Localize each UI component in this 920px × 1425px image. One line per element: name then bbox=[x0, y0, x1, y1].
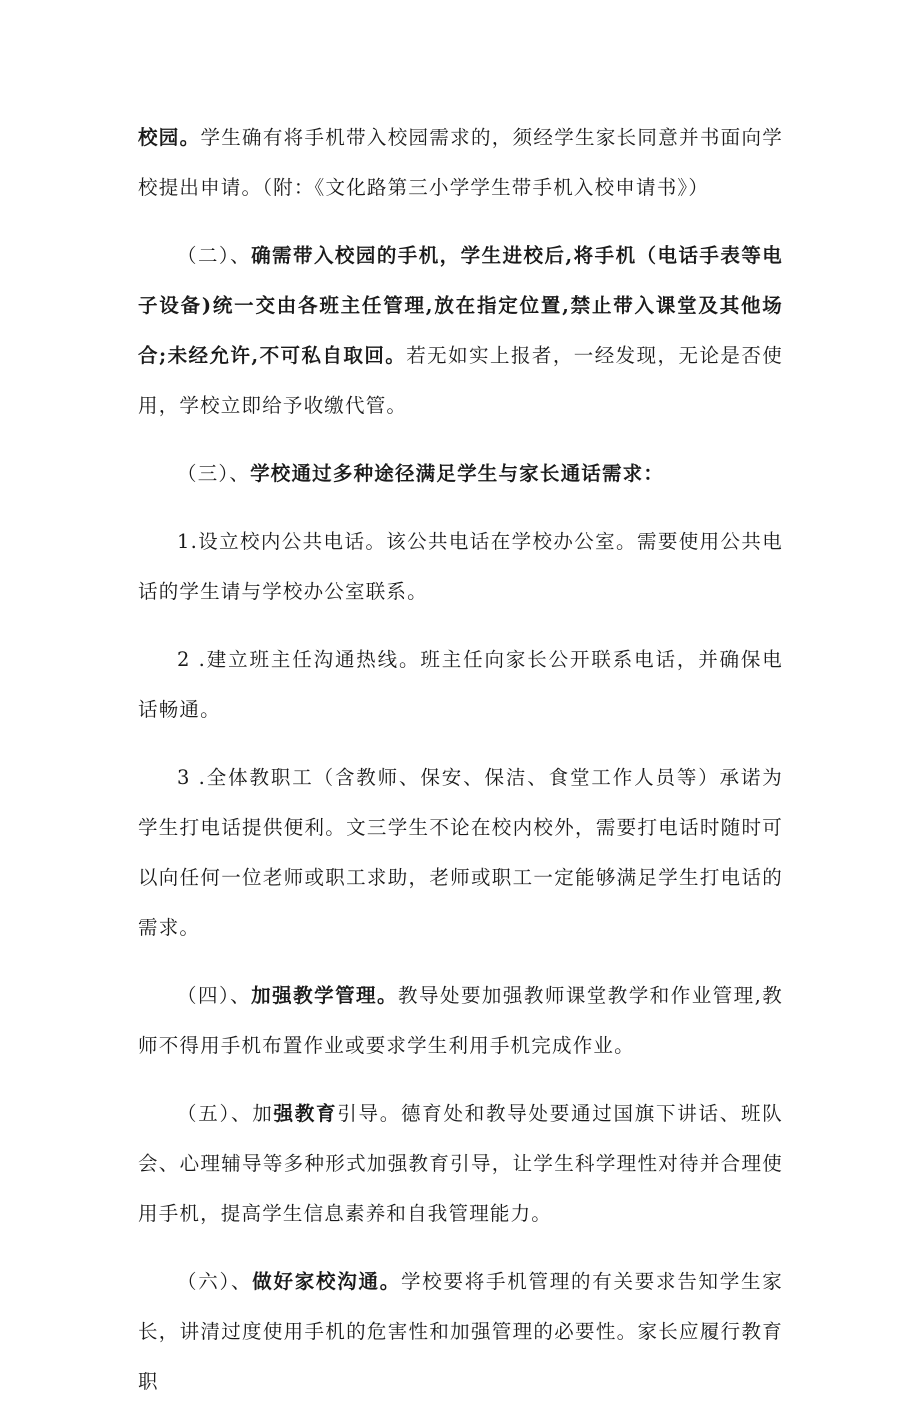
paragraph-7 bbox=[138, 971, 783, 1071]
paragraph-9-text: 学校要将手机管理的有关要求告知学生家长，讲清过度使用手机的危害性和加强管理的必要性。家长应履行教育职 bbox=[138, 1270, 783, 1393]
paragraph-3 bbox=[138, 449, 783, 499]
paragraph-6 bbox=[138, 753, 783, 953]
paragraph-1-text: 学生确有将手机带入校园需求的，须经学生家长同意并书面向学校提出申请。（附：《文化路第三小学学生带手机入校申请书》） bbox=[138, 126, 783, 199]
paragraph-7-prefix: （四）、 bbox=[177, 984, 252, 1007]
paragraph-9-bold: 做好家校沟通。 bbox=[252, 1270, 402, 1293]
paragraph-5-text: 2 .建立班主任沟通热线。班主任向家长公开联系电话，并确保电话畅通。 bbox=[138, 648, 783, 721]
paragraph-6-text: 3 .全体教职工（含教师、保安、保洁、食堂工作人员等）承诺为学生打电话提供便利。文三学生不论在校内校外，需要打电话时随时可以向任何一位老师或职工求助，老师或职工一定能够满足学生打电话的需求。 bbox=[138, 766, 783, 939]
paragraph-2-prefix: （二）、 bbox=[177, 244, 252, 267]
paragraph-9-prefix: （六）、 bbox=[177, 1270, 253, 1293]
paragraph-7-text: 教导处要加强教师课堂教学和作业管理,教师不得用手机布置作业或要求学生利用手机完成作业。 bbox=[138, 984, 783, 1057]
paragraph-8-bold: 强教育 bbox=[273, 1102, 338, 1125]
paragraph-3-prefix: （三）、 bbox=[177, 462, 251, 485]
paragraph-4 bbox=[138, 517, 783, 617]
paragraph-7-bold: 加强教学管理。 bbox=[251, 984, 399, 1007]
paragraph-8-text: 引导。德育处和教导处要通过国旗下讲话、班队会、心理辅导等多种形式加强教育引导，让学生科学理性对待并合理使用手机，提高学生信息素养和自我管理能力。 bbox=[138, 1102, 783, 1225]
paragraph-8-prefix: （五）、加 bbox=[177, 1102, 274, 1125]
paragraph-5 bbox=[138, 635, 783, 735]
paragraph-8 bbox=[138, 1089, 783, 1239]
paragraph-9 bbox=[138, 1257, 783, 1407]
paragraph-1-bold: 校园。 bbox=[138, 126, 201, 149]
paragraph-1 bbox=[138, 113, 783, 213]
paragraph-3-bold: 学校通过多种途径满足学生与家长通话需求： bbox=[250, 462, 665, 485]
paragraph-4-text: 1.设立校内公共电话。该公共电话在学校办公室。需要使用公共电话的学生请与学校办公室联系。 bbox=[138, 530, 783, 603]
paragraph-2-bold: 确需带入校园的手机，学生进校后,将手机（电话手表等电子设备)统一交由各班主任管理,放在指定位置,禁止带入课堂及其他场合;未经允许,不可私自取回。 bbox=[138, 244, 783, 367]
document-page bbox=[138, 113, 783, 1425]
paragraph-2-text: 若无如实上报者，一经发现，无论是否使用，学校立即给予收缴代管。 bbox=[138, 344, 783, 417]
paragraph-2 bbox=[138, 231, 783, 431]
